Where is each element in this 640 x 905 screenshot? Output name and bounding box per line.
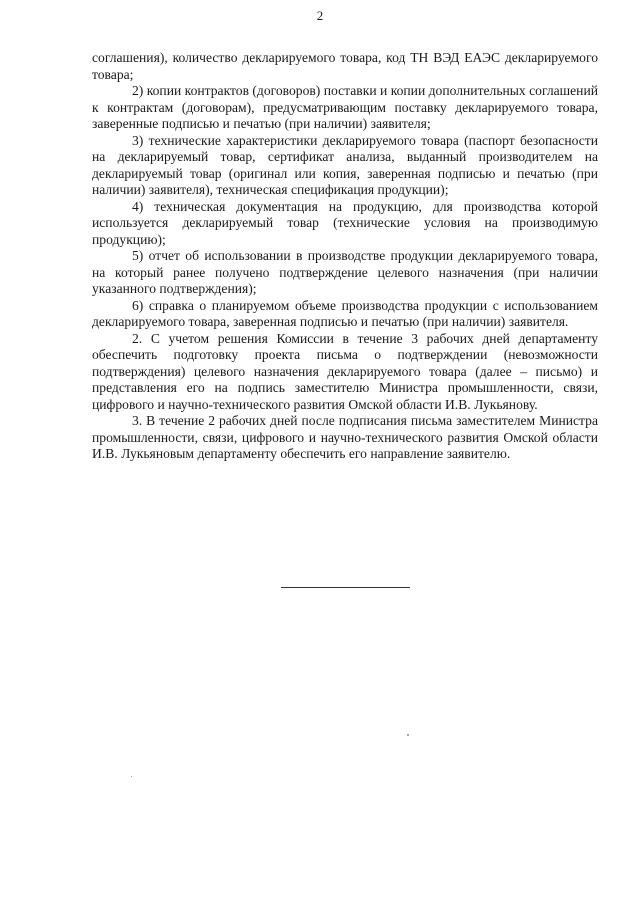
paragraph-continuation: соглашения), количество декларируемого товара, код ТН ВЭД ЕАЭС декларируемого товара; bbox=[92, 50, 598, 82]
clause-2: 2. С учетом решения Комиссии в течение 3 рабочих дней департаменту обеспечить подготовку проекта письма о подтверждении (невозможности подтверждения) целевого назначения декларируемого товара (далее – письмо) и представления его на подпись заместителю Министра промышленности, связи, цифрового и научно-технического развития Омской области И.В. Лукьянову. bbox=[92, 330, 598, 412]
scan-speck bbox=[131, 776, 132, 777]
list-item-4: 4) техническая документация на продукцию, для производства которой используется декларируемый товар (технические условия на производимую продукцию); bbox=[92, 198, 598, 247]
list-item-3: 3) технические характеристики декларируемого товара (паспорт безопасности на декларируемый товар, сертификат анализа, выданный производителем на декларируемый товар (оригинал или копия, заверенная подписью и печатью (при наличии) заявителя), техническая спецификация продукции); bbox=[92, 132, 598, 197]
document-body bbox=[92, 50, 598, 463]
list-item-2: 2) копии контрактов (договоров) поставки и копии дополнительных соглашений к контрактам (договорам), предусматривающим поставку декларируемого товара, заверенные подписью и печатью (при наличии) заявителя; bbox=[92, 83, 598, 131]
page-number: 2 bbox=[316, 8, 324, 23]
scan-speck bbox=[407, 734, 409, 736]
list-item-6: 6) справка о планируемом объеме производства продукции с использованием декларируемого товара, заверенная подписью и печатью (при наличии) заявителя. bbox=[92, 297, 598, 329]
list-item-5: 5) отчет об использовании в производстве продукции декларируемого товара, на который ранее получено подтверждение целевого назначения (при наличии указанного подтверждения); bbox=[92, 248, 598, 296]
closing-separator-line bbox=[281, 587, 410, 588]
clause-3: 3. В течение 2 рабочих дней после подписания письма заместителем Министра промышленности, связи, цифрового и научно-технического развития Омской области И.В. Лукьяновым департаменту обеспечить его направление заявителю. bbox=[92, 413, 598, 461]
